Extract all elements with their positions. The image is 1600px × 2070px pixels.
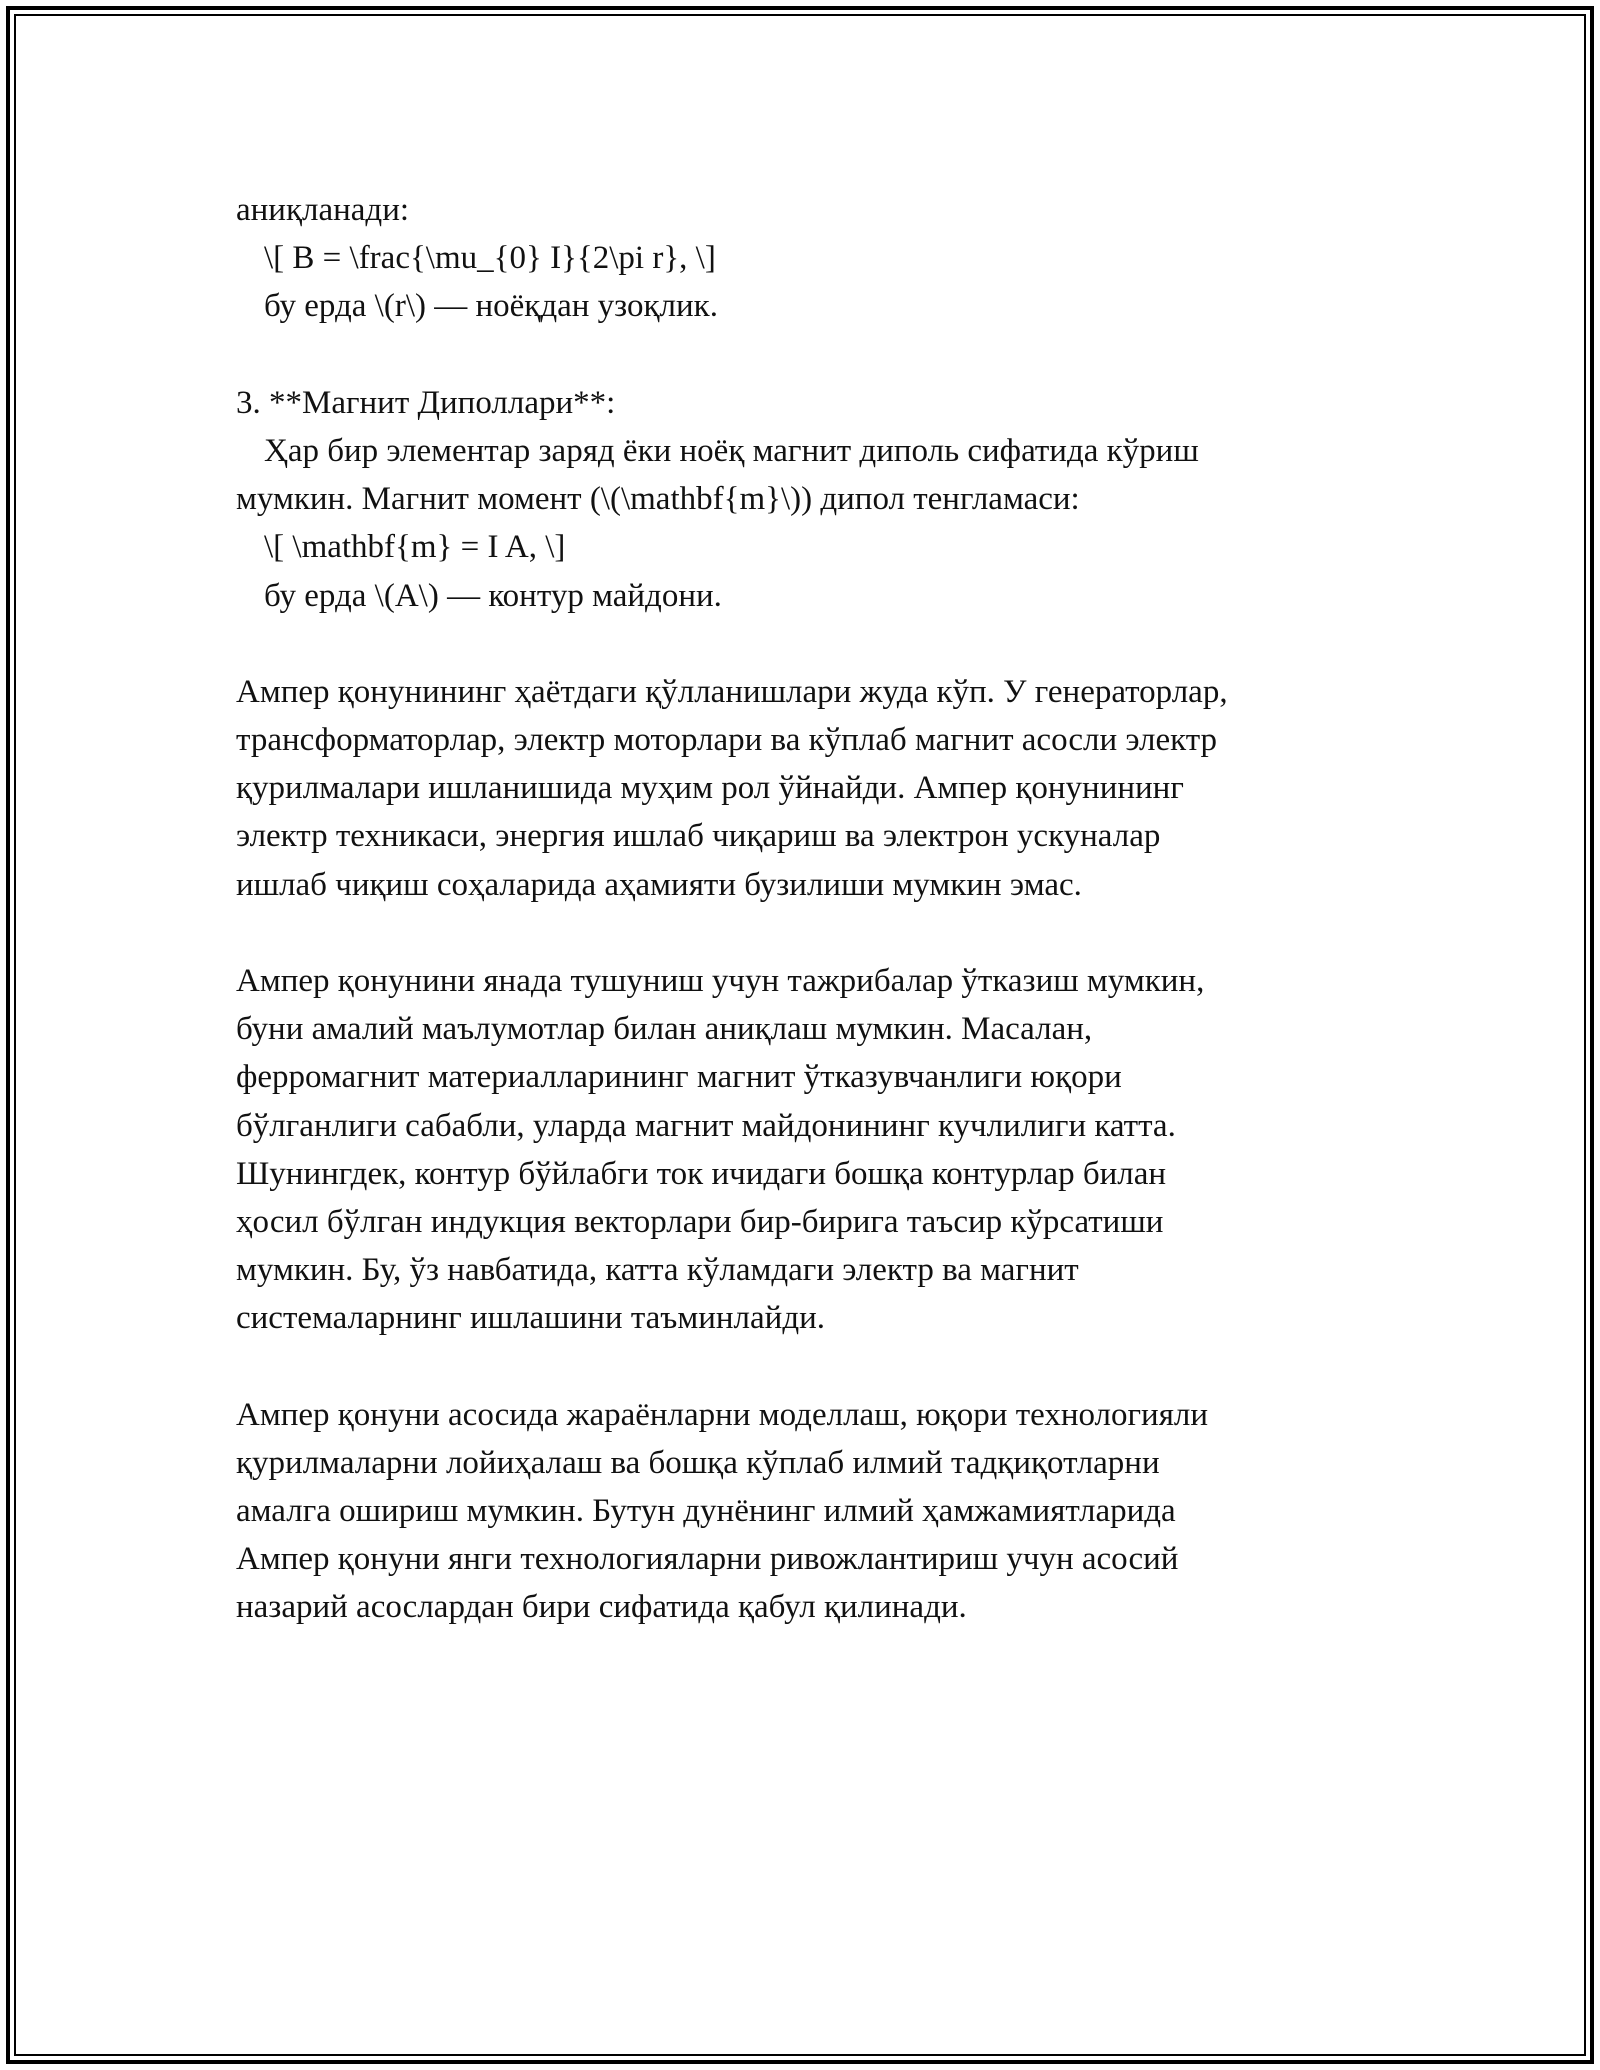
paragraph-line: ишлаб чиқиш соҳаларида аҳамияти бузилиши мумкин эмас. — [236, 866, 1082, 903]
section-3-text-line-1: Ҳар бир элементар заряд ёки ноёқ магнит диполь сифатида кўриш — [264, 432, 1199, 469]
paragraph-conclusion — [236, 1391, 1416, 1632]
paragraph-line: амалга ошириш мумкин. Бутун дунёнинг илмий ҳамжамиятларида — [236, 1493, 1176, 1530]
paragraph-line: электр техникаси, энергия ишлаб чиқариш ва электрон ускуналар — [236, 818, 1161, 855]
paragraph-line: Шунингдек, контур бўйлабги ток ичидаги бошқа контурлар билан — [236, 1155, 1167, 1192]
formula-magnetic-moment: \[ \mathbf{m} = I A, \] — [264, 529, 566, 566]
paragraph-experiments — [236, 957, 1416, 1343]
paragraph-applications — [236, 668, 1416, 909]
paragraph-spacer — [236, 909, 1416, 957]
section-3-heading: 3. **Магнит Диполлари**: — [236, 384, 616, 421]
paragraph-line: бўлганлиги сабабли, уларда магнит майдонининг кучлилиги катта. — [236, 1107, 1176, 1144]
paragraph-line: Ампер қонунини янада тушуниш учун тажрибалар ўтказиш мумкин, — [236, 963, 1205, 999]
paragraph-spacer — [236, 620, 1416, 668]
formula-b-field: \[ B = \frac{\mu_{0} I}{2\pi r}, \] — [264, 240, 716, 277]
paragraph-line: буни амалий маълумотлар билан аниқлаш мумкин. Масалан, — [236, 1011, 1093, 1048]
formula-definition-a: бу ерда \(A\) — контур майдони. — [264, 577, 722, 614]
paragraph-line: мумкин. Бу, ўз навбатида, катта кўламдаги электр ва магнит — [236, 1252, 1079, 1289]
paragraph-spacer — [236, 1343, 1416, 1391]
paragraph-spacer — [236, 331, 1416, 379]
paragraph-line: қурилмалари ишланишида муҳим рол ўйнайди. Ампер қонунининг — [236, 770, 1184, 807]
paragraph-line: трансформаторлар, электр моторлари ва кўплаб магнит асосли электр — [236, 722, 1218, 759]
paragraph-line: ҳосил бўлган индукция векторлари бир-бирига таъсир кўрсатиши — [236, 1203, 1164, 1240]
section-3-text-line-2: мумкин. Магнит момент (\(\mathbf{m}\)) дипол тенгламаси: — [236, 481, 1080, 518]
paragraph-line: Ампер қонуни янги технологияларни ривожлантириш учун асосий — [236, 1541, 1179, 1578]
paragraph-line: Ампер қонуни асосида жараёнларни моделлаш, юқори технологияли — [236, 1396, 1209, 1433]
section-1-continuation: аниқланади: — [236, 192, 410, 228]
formula-definition-r: бу ерда \(r\) — ноёқдан узоқлик. — [264, 288, 718, 325]
document-body — [236, 186, 1416, 1632]
paragraph-line: қурилмаларни лойиҳалаш ва бошқа кўплаб илмий тадқиқотларни — [236, 1444, 1160, 1481]
paragraph-line: ферромагнит материалларининг магнит ўтказувчанлиги юқори — [236, 1059, 1122, 1096]
paragraph-line: системаларнинг ишлашини таъминлайди. — [236, 1300, 826, 1337]
paragraph-line: Ампер қонунининг ҳаётдаги қўлланишлари жуда кўп. У генераторлар, — [236, 673, 1228, 710]
paragraph-line: назарий асослардан бири сифатида қабул қилинади. — [236, 1589, 967, 1626]
